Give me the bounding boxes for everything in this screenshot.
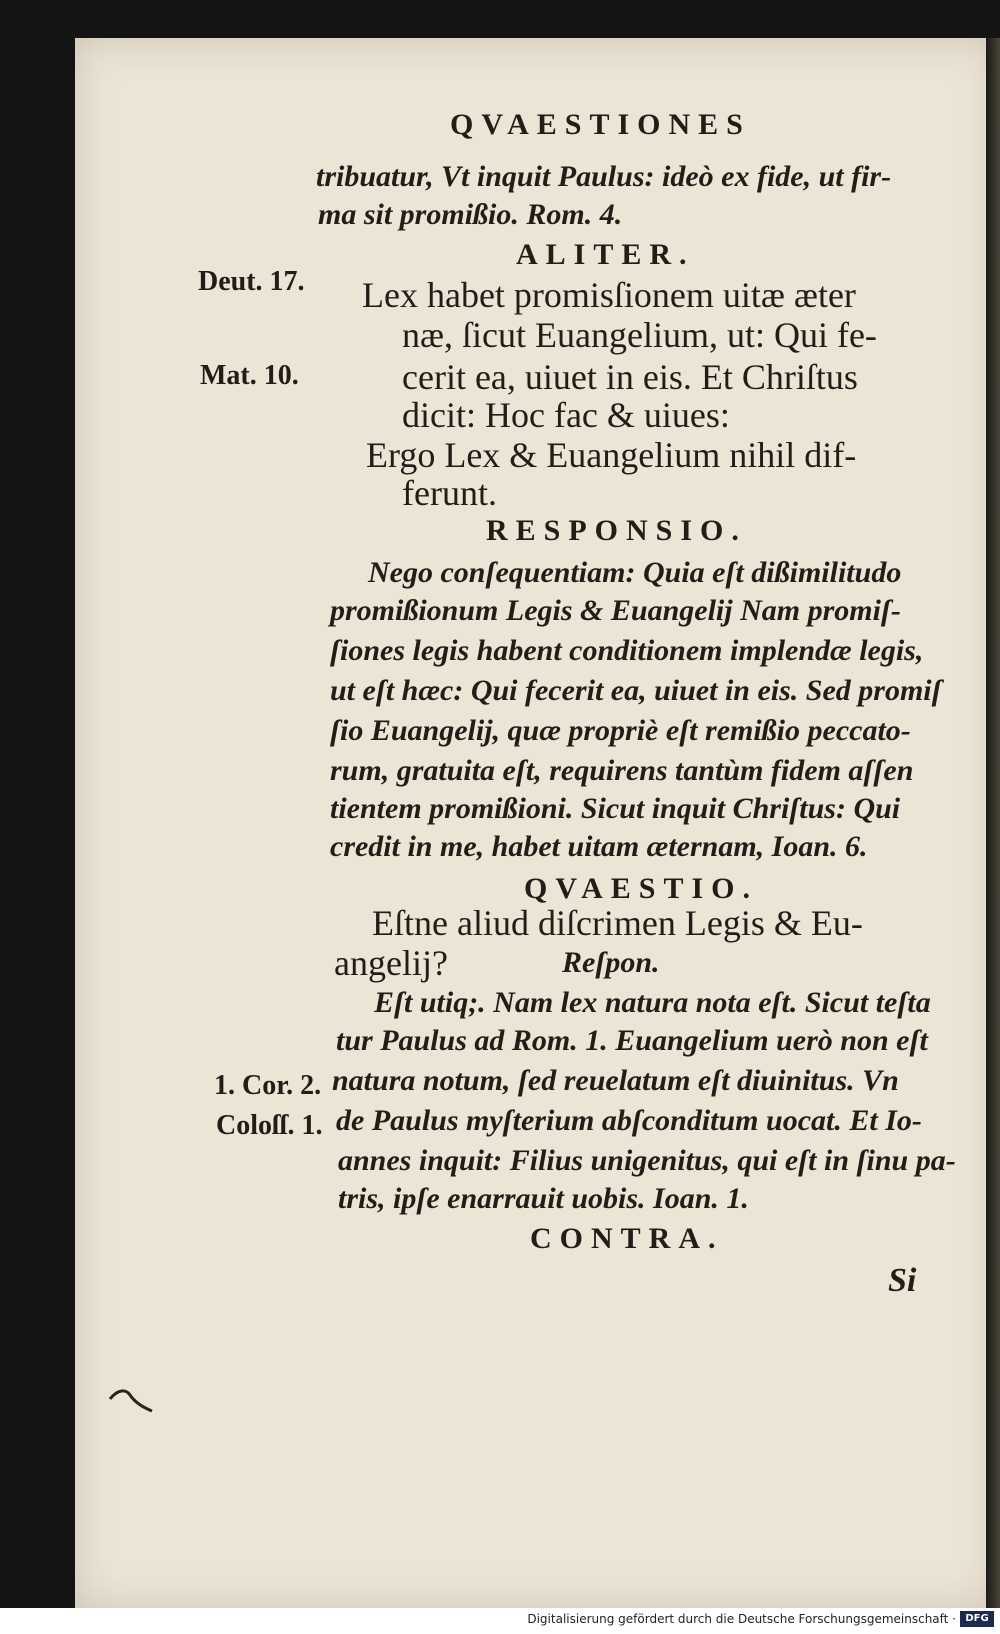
text-line: ma sit promißio. Rom. 4.: [318, 198, 623, 231]
text-line: rum, gratuita eſt, requirens tantùm fidem aſſen: [330, 754, 914, 787]
text-line: natura notum, ſed reuelatum eſt diuinitus. Vn: [332, 1064, 899, 1097]
footer-credit: Digitalisierung gefördert durch die Deutsche Forschungsgemeinschaft ·: [527, 1612, 956, 1626]
text-line: tientem promißioni. Sicut inquit Chriſtus: Qui: [330, 792, 901, 825]
text-line: ferunt.: [402, 473, 497, 513]
margin-note: Deut. 17.: [198, 266, 305, 297]
text-line: ſio Euangelij, quæ propriè eſt remißio peccato-: [330, 714, 911, 747]
text-line: ut eſt hæc: Qui fecerit ea, uiuet in eis. Sed promiſ: [330, 674, 942, 707]
text-line: dicit: Hoc fac & uiues:: [402, 395, 730, 435]
margin-note: Mat. 10.: [200, 360, 299, 391]
margin-note: Coloſſ. 1.: [216, 1110, 323, 1141]
text-line: Eſt utiq;. Nam lex natura nota eſt. Sicut teſta: [374, 986, 931, 1019]
catchword: Si: [888, 1262, 917, 1299]
text-line: credit in me, habet uitam æternam, Ioan. 6.: [330, 830, 868, 863]
text-line: promißionum Legis & Euangelij Nam promiſ-: [330, 594, 901, 627]
pen-mark-icon: [108, 1385, 154, 1415]
text-line: næ, ſicut Euangelium, ut: Qui fe-: [402, 315, 877, 355]
section-heading: RESPONSIO.: [486, 514, 747, 547]
text-line: tribuatur, Vt inquit Paulus: ideò ex fide, ut fir-: [316, 160, 892, 193]
text-line: Nego conſequentiam: Quia eſt dißimilitudo: [368, 556, 902, 589]
text-line: tur Paulus ad Rom. 1. Euangelium uerò non eſt: [336, 1024, 928, 1057]
text-line: Ergo Lex & Euangelium nihil dif-: [366, 435, 857, 475]
text-line: cerit ea, uiuet in eis. Et Chriſtus: [402, 357, 858, 397]
section-heading: CONTRA.: [530, 1222, 724, 1255]
text-line: tris, ipſe enarrauit uobis. Ioan. 1.: [338, 1182, 749, 1215]
page-edge: [986, 38, 1000, 1608]
text-line: Lex habet promisſionem uitæ æter: [362, 275, 856, 315]
text-line: Eſtne aliud diſcrimen Legis & Eu-: [372, 903, 863, 943]
text-line: Reſpon.: [562, 946, 660, 979]
section-heading: QVAESTIO.: [524, 872, 759, 905]
text-line: angelij?: [334, 943, 448, 983]
section-heading: ALITER.: [516, 238, 695, 271]
text-line: de Paulus myſterium abſconditum uocat. Et Io-: [336, 1104, 922, 1137]
running-head: QVAESTIONES: [450, 108, 751, 141]
margin-note: 1. Cor. 2.: [214, 1070, 322, 1101]
text-line: ſiones legis habent conditionem implendæ legis,: [330, 634, 924, 667]
text-line: annes inquit: Filius unigenitus, qui eſt in ſinu pa-: [338, 1144, 956, 1177]
dfg-logo: DFG: [960, 1611, 994, 1627]
